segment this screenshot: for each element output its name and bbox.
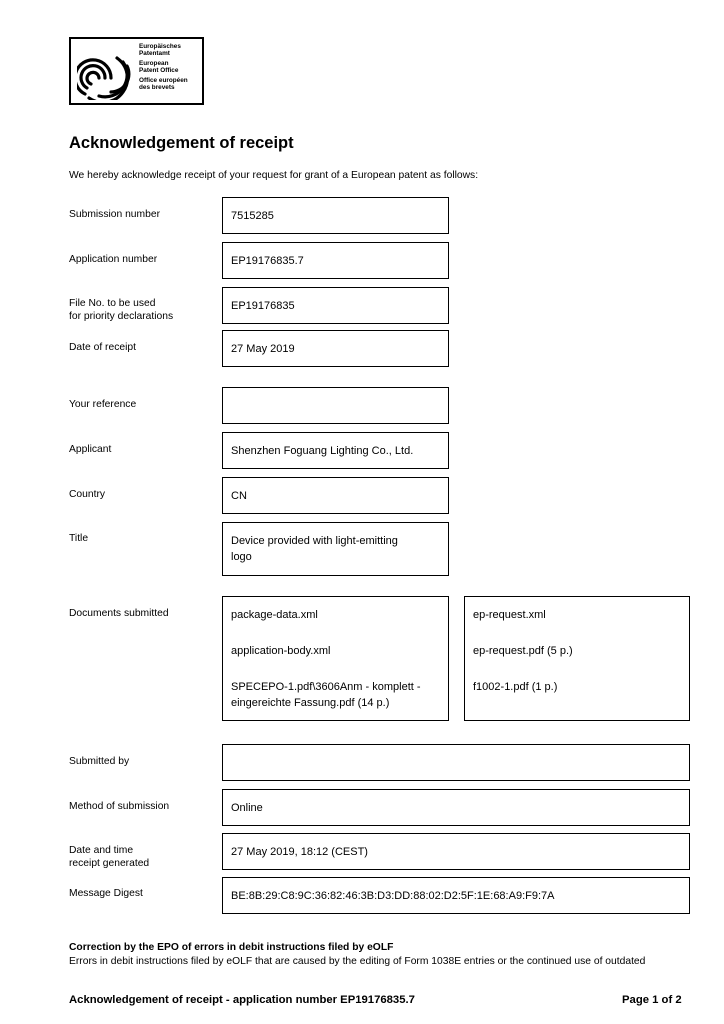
file-no-label: File No. to be used for priority declarations: [69, 298, 174, 322]
submission-number-field: [222, 197, 449, 234]
epo-logo-mark-icon: [77, 44, 137, 100]
document-item: ep-request.pdf (5 p.): [473, 645, 573, 657]
method-field: [222, 789, 690, 826]
page-number: Page 1 of 2: [622, 994, 682, 1006]
application-number-label: Application number: [69, 254, 158, 265]
date-of-receipt-label: Date of receipt: [69, 342, 136, 353]
document-item: application-body.xml: [231, 645, 331, 657]
country-field: [222, 477, 449, 514]
date-time-label: Date and time receipt generated: [69, 845, 150, 869]
title-label: Title: [69, 533, 89, 544]
your-reference-label: Your reference: [69, 399, 137, 410]
epo-logo-text: Europäisches Patentamt European Patent Office Office européen des brevets: [139, 43, 188, 92]
applicant-field: [222, 432, 449, 469]
file-no-value: EP19176835: [231, 299, 295, 312]
message-digest-field: [222, 877, 690, 914]
document-item: f1002-1.pdf (1 p.): [473, 681, 558, 693]
document-item: ep-request.xml: [473, 609, 546, 621]
title-value-line1: Device provided with light-emitting: [231, 535, 398, 547]
epo-logo: [69, 37, 204, 105]
documents-left-list: [222, 596, 449, 721]
file-no-field: [222, 287, 449, 324]
date-of-receipt-value: 27 May 2019: [231, 342, 295, 355]
date-of-receipt-field: [222, 330, 449, 367]
correction-text: Errors in debit instructions filed by eOLF that are caused by the editing of Form 1038E entries or the continued use of outdated: [69, 956, 646, 967]
submitted-by-field: [222, 744, 690, 781]
footer-title: Acknowledgement of receipt - application number EP19176835.7: [69, 994, 415, 1006]
date-time-value: 27 May 2019, 18:12 (CEST): [231, 845, 368, 858]
application-number-field: [222, 242, 449, 279]
application-number-value: EP19176835.7: [231, 254, 304, 267]
method-label: Method of submission: [69, 801, 170, 812]
page-title: Acknowledgement of receipt: [69, 134, 294, 152]
intro-text: We hereby acknowledge receipt of your request for grant of a European patent as follows:: [69, 170, 479, 181]
title-value-line2: logo: [231, 551, 252, 563]
applicant-value: Shenzhen Foguang Lighting Co., Ltd.: [231, 444, 414, 457]
submission-number-label: Submission number: [69, 209, 160, 220]
message-digest-label: Message Digest: [69, 888, 143, 899]
your-reference-field: [222, 387, 449, 424]
method-value: Online: [231, 801, 263, 814]
documents-submitted-label: Documents submitted: [69, 608, 169, 619]
country-value: CN: [231, 489, 247, 502]
document-item: package-data.xml: [231, 609, 318, 621]
country-label: Country: [69, 489, 106, 500]
submitted-by-label: Submitted by: [69, 756, 130, 767]
title-field: [222, 522, 449, 576]
correction-title: Correction by the EPO of errors in debit instructions filed by eOLF: [69, 942, 394, 953]
documents-right-list: [464, 596, 690, 721]
date-time-field: [222, 833, 690, 870]
message-digest-value: BE:8B:29:C8:9C:36:82:46:3B:D3:DD:88:02:D2:5F:1E:68:A9:F9:7A: [231, 889, 555, 902]
applicant-label: Applicant: [69, 444, 112, 455]
submission-number-value: 7515285: [231, 209, 274, 222]
document-item: SPECEPO-1.pdf\3606Anm - komplett - eingereichte Fassung.pdf (14 p.): [231, 681, 421, 709]
